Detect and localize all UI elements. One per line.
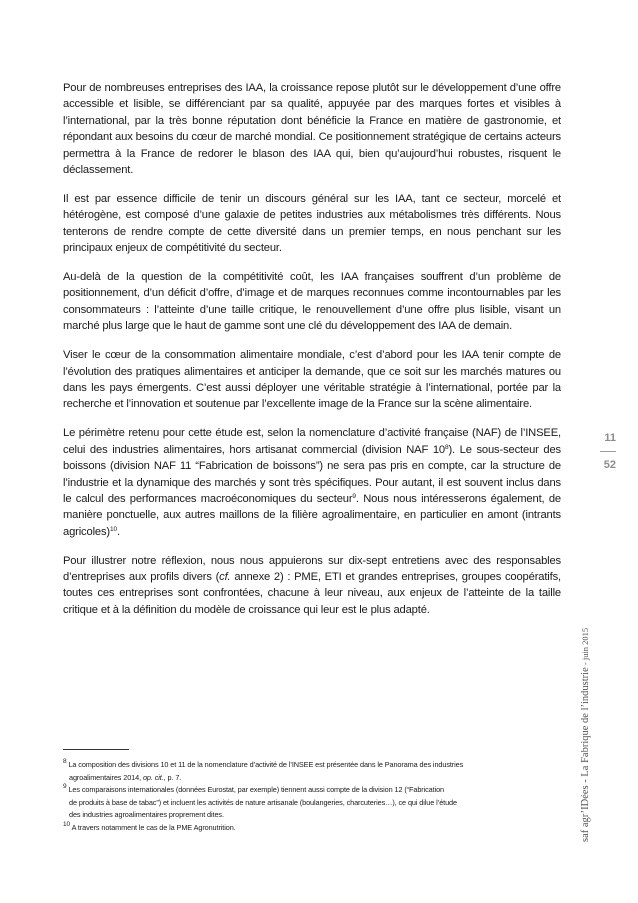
footnote-9-cont-2: des industries agroalimentaires proprement dites. — [69, 810, 224, 819]
paragraph-1: Pour de nombreuses entreprises des IAA, la croissance repose plutôt sur le développement d’une offre accessible et lisible, se différenciant par sa qualité, appuyée par des marques fortes et visibles à l’international, par la très bonne réputation dont bénéficie la France en matière de gastronomie, et répondant aux besoins du cœur de marché mondial. Ce positionnement stratégique de certains acteurs permettra à la France de redorer le blason des IAA qui, bien qu’aujourd’hui robustes, risquent le déclassement. — [63, 82, 561, 177]
paragraph-5: Le périmètre retenu pour cette étude est, selon la nomenclature d’activité française (NAF) de l’INSEE, celui des industries alimentaires, hors artisanat commercial (division NAF $10^8$). Le sous-secteur des boissons (division NAF 11 “Fabrication de boissons”) ne sera pas pris en compte, car la structure de l’industrie et la dynamique des marchés y sont très spécifiques. Pour autant, il est souvent inclus dans le calcul des performances macroéconomiques du secteur$^9$. Nous nous intéresserons également, de manière ponctuelle, aux autres maillons de la filière agroalimentaire, en particulier en amont (intrants agricoles)$^{10}$. — [63, 427, 561, 538]
footnotes — [63, 759, 561, 834]
footnote-8-cont: agroalimentaires 2014, op. cit., p. 7. — [69, 772, 182, 782]
main-text — [63, 80, 561, 631]
paragraph-4: Viser le cœur de la consommation alimentaire mondiale, c’est d’abord pour les IAA tenir compte de l’évolution des pratiques alimentaires et anticiper la demande, que ce soit sur les marchés matures ou dans les pays émergents. C’est aussi déployer une véritable stratégie à l’international, portée par la recherche et l’innovation et soutenue par l’excellente image de la France sur la scène alimentaire. — [63, 349, 561, 411]
footnote-ref-10[interactable]: 10 — [110, 525, 117, 533]
page-number-current: 11 — [604, 432, 616, 444]
paragraph-2: Il est par essence difficile de tenir un discours général sur les IAA, tant ce secteur, morcelé et hétérogène, est composé d’une galaxie de petites industries aux métabolismes très différents. Nous tenterons de rendre compte de cette diversité dans un premier temps, en nous penchant sur les principaux enjeux de compétitivité du secteur. — [63, 192, 561, 255]
footnote-10: $^{10}$ A travers notamment le cas de la PME Agronutrition. — [63, 820, 236, 832]
footnote-8: $^8$ La composition des divisions 10 et 11 de la nomenclature d’activité de l’INSEE est présentée dans le Panorama des industries — [63, 758, 464, 769]
paragraph-3: Au-delà de la question de la compétitivité coût, les IAA françaises souffrent d’un problème de positionnement, d’un déficit d’offre, d’image et de marques reconnues comme incontournables par les consommateurs : l’atteinte d’une taille critique, le renouvellement d’une offre plus lisible, visant un marché plus large que le haut de gamme sont une clé du développement des IAA de demain. — [63, 271, 561, 333]
sidebar-date: - juin 2015 — [580, 627, 590, 668]
page-number-total: 52 — [603, 459, 616, 471]
sidebar-credit — [580, 628, 591, 842]
footnote-ref-9[interactable]: 9 — [352, 492, 356, 500]
footnote-ref-8[interactable]: 8 — [444, 443, 449, 451]
footnote-9: $^9$ Les comparaisons internationales (données Eurostat, par exemple) tiennent aussi compte de la division 12 (“Fabrication — [63, 783, 445, 794]
page-number-divider — [600, 451, 616, 452]
footnote-9-cont: de produits à base de tabac”) et incluent les activités de nature artisanale (boulangeries, charcuteries…), ce qui dilue l’étude — [69, 797, 457, 807]
sidebar-publisher: saf agr’IDées - La Fabrique de l’industrie — [580, 667, 591, 842]
footnote-divider — [63, 749, 129, 750]
paragraph-6: Pour illustrer notre réflexion, nous nous appuierons sur dix-sept entretiens avec des responsables d’entreprises aux profils divers (cf. annexe 2) : PME, ETI et grandes entreprises, groupes coopératifs, toutes ces entreprises sont confrontées, chacune à leur niveau, aux enjeux de l’atteinte de la taille critique et à la définition du modèle de croissance qui leur est le plus adapté. — [63, 554, 561, 616]
